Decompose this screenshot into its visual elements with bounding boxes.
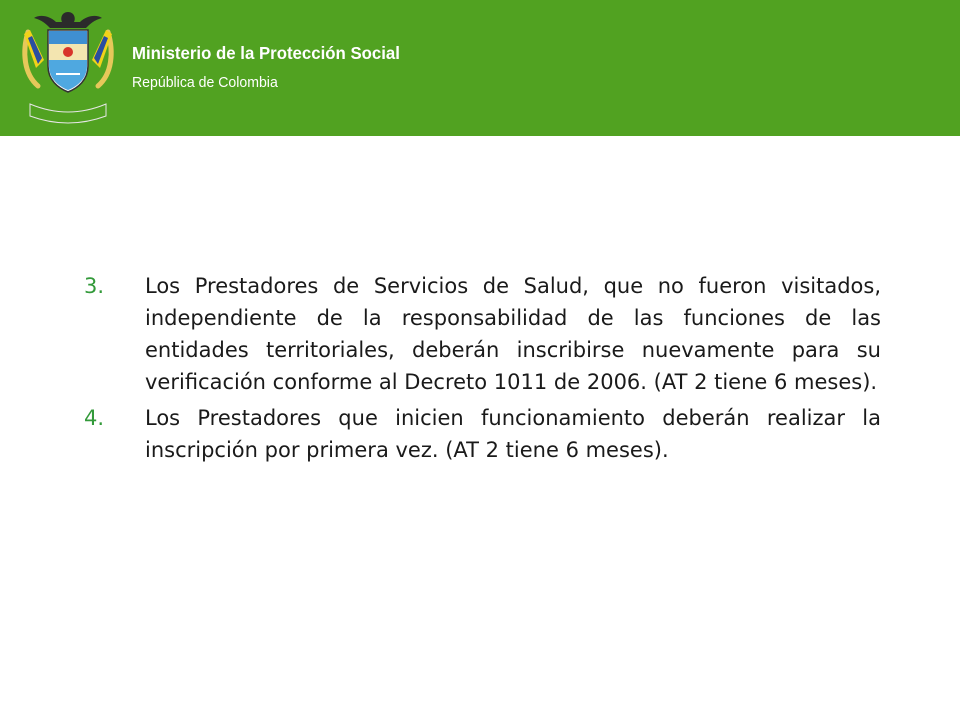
- ministry-title: Ministerio de la Protección Social: [132, 43, 400, 63]
- country-subtitle: República de Colombia: [132, 74, 278, 91]
- list-item-number: 4.: [84, 406, 105, 430]
- list-item: [84, 270, 881, 398]
- list-item-text: Los Prestadores que inicien funcionamiento deberán realizar la inscripción por primera vez. (AT 2 tiene 6 meses).: [145, 406, 881, 462]
- numbered-list: [84, 270, 881, 470]
- list-item-text: Los Prestadores de Servicios de Salud, que no fueron visitados, independiente de la responsabilidad de las funciones de las entidades territoriales, deberán inscribirse nuevamente para su verificación conforme al Decreto 1011 de 2006. (AT 2 tiene 6 meses).: [145, 274, 881, 394]
- header-bar: [0, 0, 960, 136]
- list-item-number: 3.: [84, 274, 105, 298]
- colombia-coat-of-arms-icon: [16, 8, 120, 132]
- list-item: [84, 402, 881, 466]
